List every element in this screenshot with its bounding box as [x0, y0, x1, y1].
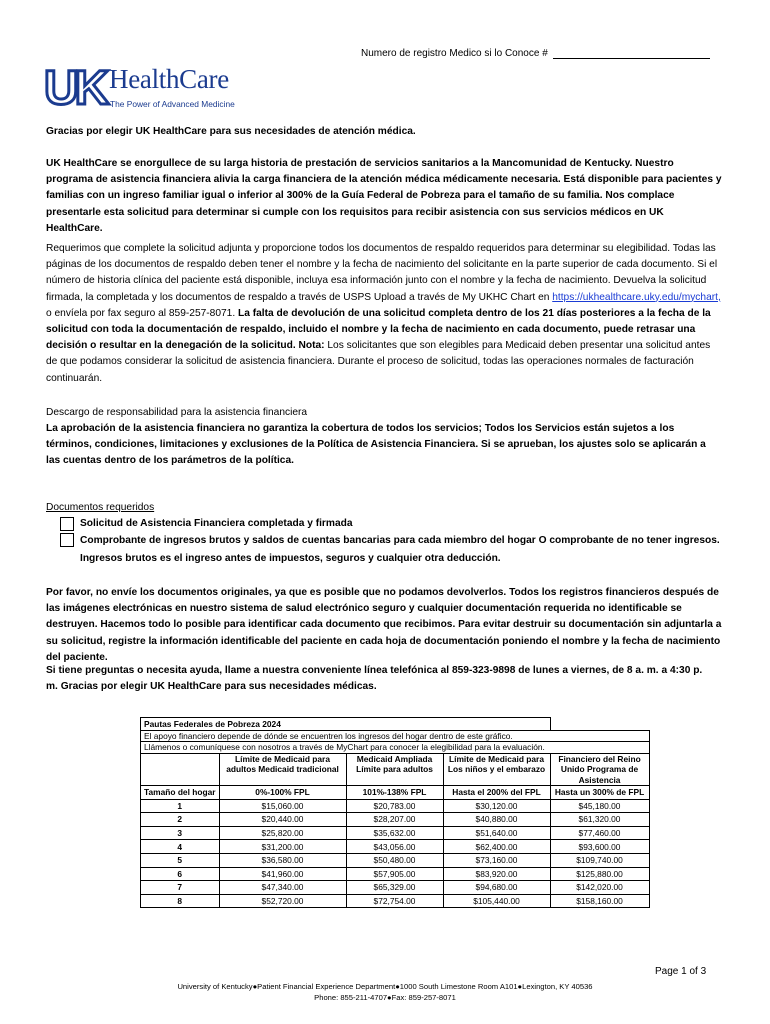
cell: $61,320.00: [550, 813, 649, 827]
table-row: [141, 813, 650, 827]
fpl-note-1: El apoyo financiero depende de dónde se encuentren los ingresos del hogar dentro de este gráfico.: [141, 731, 650, 742]
range-header-1: 0%-100% FPL: [219, 786, 346, 800]
medicaid-note: Los solicitantes que son elegibles para Medicaid deben presentar una solicitud antes de que podamos considerar la solicitud de asistencia financiera. Durante el proceso de solicitud, todas las operaciones normales de facturación continuarán.: [46, 340, 711, 384]
range-header-3: Hasta el 200% del FPL: [443, 786, 550, 800]
cell: $142,020.00: [550, 881, 649, 895]
col-header-2: Medicaid Ampliada Límite para adultos: [346, 753, 443, 785]
cell: $30,120.00: [443, 799, 550, 813]
table-row: [141, 799, 650, 813]
table-row: [141, 881, 650, 895]
cell: $105,440.00: [443, 894, 550, 908]
closing-paragraph: Por favor, no envíe los documentos originales, ya que es posible que no podamos devolverlos. Todos los registros financieros después de las imágenes electrónicas en nuestro sistema de salud electrónico seguro y cualquier documentación requerida no identificable se destruyen. Hacemos todo lo posible para identificar cada documento que recibimos. Para evitar destruir su documentación sin adjuntarla a su solicitud, registre la información identificable del paciente en cada hoja de documentación poniendo el nombre y la fecha de nacimiento del paciente.: [46, 587, 722, 663]
document-item-2: Comprobante de ingresos brutos y saldos de cuentas bancarias para cada miembro del hogar O comprobante de no tener ingresos. Ingresos brutos es el ingreso antes de impuestos, seguros y cualquier otra deducción.: [80, 535, 720, 564]
cell: $93,600.00: [550, 840, 649, 854]
registry-number-field: [361, 47, 710, 59]
range-header-size: Tamaño del hogar: [141, 786, 220, 800]
cell: $83,920.00: [443, 867, 550, 881]
household-size: 2: [141, 813, 220, 827]
documents-heading: Documentos requeridos: [46, 502, 155, 513]
cell: $45,180.00: [550, 799, 649, 813]
cell: $52,720.00: [219, 894, 346, 908]
household-size: 6: [141, 867, 220, 881]
cell: $57,905.00: [346, 867, 443, 881]
household-size: 7: [141, 881, 220, 895]
cell: $25,820.00: [219, 826, 346, 840]
document-checkbox-2[interactable]: [60, 532, 74, 550]
cell: $43,056.00: [346, 840, 443, 854]
household-size: 1: [141, 799, 220, 813]
contact-paragraph: Si tiene preguntas o necesita ayuda, llame a nuestra conveniente línea telefónica al 859-323-9898 de lunes a viernes, de 8 a. m. a 4:30 p. m. Gracias por elegir UK HealthCare para sus necesidades médicas.: [46, 665, 703, 693]
disclaimer-text: La aprobación de la asistencia financiera no garantiza la cobertura de todos los servicios; Todos los Servicios están sujetos a los términos, condiciones, limitaciones y exclusiones de la Política de Asistencia Financiera. Si se aprueban, los ajustes solo se aplicarán a las cuentas dentro de los parámetros de la política.: [46, 423, 706, 467]
uk-logo-letters: UK: [44, 62, 106, 112]
registry-number-blank: [553, 47, 710, 59]
mychart-link[interactable]: https://ukhealthcare.uky.edu/mychart,: [552, 291, 721, 303]
cell: $28,207.00: [346, 813, 443, 827]
cell: $47,340.00: [219, 881, 346, 895]
household-size: 3: [141, 826, 220, 840]
requirements-text: Requerimos que complete la solicitud adjunta y proporcione todos los documentos de respaldo requeridos para determinar su elegibilidad. Todas las páginas de los documentos de respaldo deben tener el nombre y la fecha de nacimiento del solicitante en la parte superior de cada documento. Si el número de historia clínica del paciente está disponible, incluya esa información junto con el nombre y la fecha de nacimiento. Devuelva la solicitud firmada, la completada y los documentos de respaldo a través de USPS Upload a través de My UKHC Chart en: [46, 243, 718, 303]
requirements-paragraph: [46, 241, 722, 387]
cell: $50,480.00: [346, 854, 443, 868]
fpl-note-2: Llámenos o comuníquese con nosotros a través de MyChart para conocer la elegibilidad para la evaluación.: [141, 742, 650, 753]
brand-name: HealthCare: [109, 64, 229, 94]
household-size: 5: [141, 854, 220, 868]
cell: $72,754.00: [346, 894, 443, 908]
table-row: [141, 840, 650, 854]
table-row: [141, 854, 650, 868]
document-item-1: Solicitud de Asistencia Financiera completada y firmada: [80, 518, 353, 529]
cell: $73,160.00: [443, 854, 550, 868]
cell: $15,060.00: [219, 799, 346, 813]
col-header-1: Límite de Medicaid para adultos Medicaid tradicional: [219, 753, 346, 785]
cell: $41,960.00: [219, 867, 346, 881]
disclaimer-heading: Descargo de responsabilidad para la asistencia financiera: [46, 407, 308, 418]
footer-address: University of Kentucky●Patient Financial Experience Department●1000 South Limestone Room A101●Lexington, KY 40536: [177, 982, 593, 991]
page-number: Page 1 of 3: [655, 966, 707, 977]
fpl-table: [140, 717, 650, 908]
cell: $51,640.00: [443, 826, 550, 840]
checkbox-1[interactable]: [60, 517, 74, 531]
cell: $77,460.00: [550, 826, 649, 840]
table-row: [141, 867, 650, 881]
household-size: 4: [141, 840, 220, 854]
cell: $94,680.00: [443, 881, 550, 895]
brand-tagline: The Power of Advanced Medicine: [110, 99, 235, 109]
cell: $40,880.00: [443, 813, 550, 827]
col-header-3: Límite de Medicaid para Los niños y el embarazo: [443, 753, 550, 785]
table-row: [141, 826, 650, 840]
cell: $62,400.00: [443, 840, 550, 854]
household-size: 8: [141, 894, 220, 908]
cell: $158,160.00: [550, 894, 649, 908]
deadline-warning: La falta de devolución de una solicitud completa dentro de los 21 días posteriores a la fecha de la solicitud con toda la documentación de respaldo, incluido el nombre y la fecha de nacimiento en cada documento, puede retrasar una decisión o resultar en la denegación de la solicitud. Nota:: [46, 307, 711, 352]
table-row: [141, 894, 650, 908]
checkbox-2[interactable]: [60, 533, 74, 547]
cell: $20,783.00: [346, 799, 443, 813]
range-header-4: Hasta un 300% de FPL: [550, 786, 649, 800]
cell: $35,632.00: [346, 826, 443, 840]
cell: $20,440.00: [219, 813, 346, 827]
cell: $31,200.00: [219, 840, 346, 854]
thanks-line: Gracias por elegir UK HealthCare para sus necesidades de atención médica.: [46, 126, 416, 137]
range-header-2: 101%-138% FPL: [346, 786, 443, 800]
cell: $36,580.00: [219, 854, 346, 868]
fax-text: o envíela por fax seguro al 859-257-8071.: [46, 307, 238, 319]
cell: $109,740.00: [550, 854, 649, 868]
footer-contact: Phone: 855-211-4707●Fax: 859-257-8071: [314, 993, 456, 1002]
col-header-4: Financiero del Reino Unido Programa de Asistencia: [550, 753, 649, 785]
cell: $125,880.00: [550, 867, 649, 881]
fpl-title: Pautas Federales de Pobreza 2024: [141, 718, 551, 731]
intro-paragraph: UK HealthCare se enorgullece de su larga historia de prestación de servicios sanitarios a la Mancomunidad de Kentucky. Nuestro programa de asistencia financiera alivia la carga financiera de la atención médica médicamente necesaria. Está disponible para pacientes y familias con un ingreso familiar igual o inferior al 300% de la Guía Federal de Pobreza para el tamaño de su familia. Nos complace presentarle esta solicitud para determinar si cumple con los requisitos para recibir asistencia con sus servicios médicos en UK HealthCare.: [46, 158, 722, 234]
cell: $65,329.00: [346, 881, 443, 895]
registry-number-label: Numero de registro Medico si lo Conoce #: [361, 48, 548, 59]
